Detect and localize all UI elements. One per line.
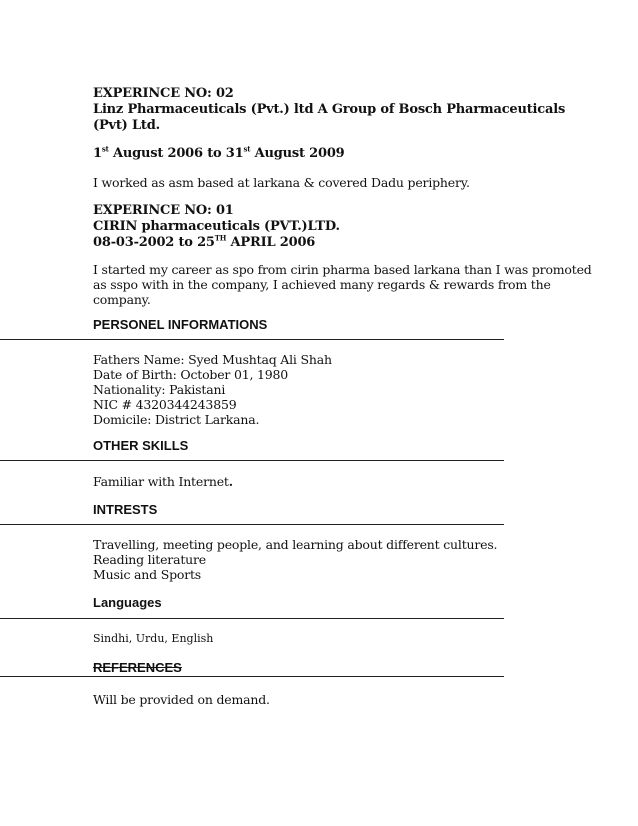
experience-1-dates [93, 235, 553, 251]
experience-1-company: CIRIN pharmaceuticals (PVT.)LTD. [93, 219, 340, 234]
experience-2-start-day: 1 [93, 146, 102, 161]
experience-2-section [93, 86, 566, 134]
section-divider [0, 618, 504, 619]
experience-2-start-suffix: st [101, 144, 109, 154]
references-text: Will be provided on demand. [93, 692, 270, 707]
experience-1-date-part1: 08-03-2002 to 25 [93, 235, 215, 250]
experience-1-date-suffix: TH [214, 233, 227, 243]
experience-1-date-part2: APRIL 2006 [226, 235, 316, 250]
other-skills-text [93, 474, 553, 489]
references-heading: REFERENCES [93, 660, 182, 675]
other-skills-value: Familiar with Internet [93, 474, 229, 489]
experience-1-description-line: company. [93, 292, 151, 307]
experience-2-description: I worked as asm based at larkana & covered Dadu periphery. [93, 175, 470, 190]
section-divider [0, 460, 504, 461]
personal-info-line: Fathers Name: Syed Mushtaq Ali Shah [93, 352, 332, 367]
section-divider [0, 524, 504, 525]
interests-section [93, 537, 553, 582]
section-divider [0, 339, 504, 340]
other-skills-heading: OTHER SKILLS [93, 438, 189, 453]
experience-2-dates [93, 146, 553, 162]
experience-1-heading: EXPERINCE NO: 01 [93, 203, 234, 218]
personal-info-line: Domicile: District Larkana. [93, 412, 260, 427]
personal-info-line: Nationality: Pakistani [93, 382, 226, 397]
experience-1-description-line: as sspo with in the company, I achieved many regards & rewards from the [93, 277, 551, 292]
other-skills-period: . [228, 474, 233, 489]
languages-heading: Languages [93, 595, 162, 610]
experience-2-start-rest: August 2006 to 31 [108, 146, 244, 161]
experience-2-end-suffix: st [243, 144, 251, 154]
experience-1-description [93, 262, 592, 307]
personal-info-line: Date of Birth: October 01, 1980 [93, 367, 289, 382]
personal-info-line: NIC # 4320344243859 [93, 397, 237, 412]
interests-heading: INTRESTS [93, 502, 158, 517]
experience-1-description-line: I started my career as spo from cirin pharma based larkana than I was promoted [93, 262, 592, 277]
personal-info-heading: PERSONEL INFORMATIONS [93, 317, 268, 332]
experience-2-end-rest: August 2009 [250, 146, 345, 161]
languages-text: Sindhi, Urdu, English [93, 632, 214, 645]
interest-line: Travelling, meeting people, and learning about different cultures. [93, 537, 498, 552]
interest-line: Music and Sports [93, 567, 202, 582]
section-divider [0, 676, 504, 677]
personal-info-section [93, 352, 553, 427]
experience-2-heading: EXPERINCE NO: 02 [93, 86, 234, 101]
experience-2-company-line2: (Pvt) Ltd. [93, 118, 160, 133]
interest-line: Reading literature [93, 552, 206, 567]
experience-2-company-line1: Linz Pharmaceuticals (Pvt.) ltd A Group of Bosch Pharmaceuticals [93, 102, 566, 117]
experience-1-section [93, 203, 553, 251]
